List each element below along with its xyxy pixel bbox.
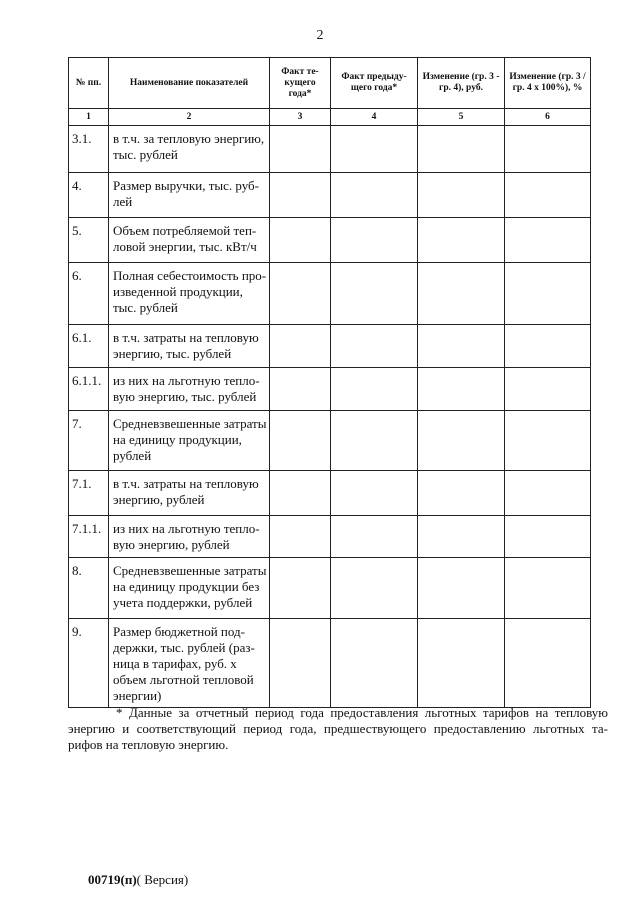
cell-change-pct bbox=[505, 619, 591, 708]
table-row bbox=[69, 471, 591, 516]
column-number: 6 bbox=[505, 109, 591, 126]
footnote: * Данные за отчетный период года предоставления льготных тарифов на тепловую энергию и соответствующий период года, предшествующего предоставлению льготных та-рифов на тепловую энергию. bbox=[68, 705, 608, 752]
cell-current-year bbox=[270, 263, 331, 325]
header-row bbox=[69, 58, 591, 109]
row-indicator-name: в т.ч. за тепловую энергию, тыс. рублей bbox=[109, 126, 270, 173]
row-number: 3.1. bbox=[69, 126, 109, 173]
header-change-pct: Изменение (гр. 3 / гр. 4 х 100%), % bbox=[505, 58, 591, 109]
cell-previous-year bbox=[331, 325, 418, 368]
row-number: 6. bbox=[69, 263, 109, 325]
row-indicator-name: Средневзвешенные затраты на единицу продукции без учета поддержки, рублей bbox=[109, 558, 270, 619]
cell-current-year bbox=[270, 126, 331, 173]
cell-change-pct bbox=[505, 218, 591, 263]
cell-current-year bbox=[270, 173, 331, 218]
cell-change-abs bbox=[418, 471, 505, 516]
header-current-year: Факт те-кущего года* bbox=[270, 58, 331, 109]
column-number-row bbox=[69, 109, 591, 126]
cell-change-abs bbox=[418, 218, 505, 263]
cell-change-pct bbox=[505, 471, 591, 516]
cell-change-pct bbox=[505, 325, 591, 368]
row-indicator-name: из них на льготную тепло-вую энергию, рублей bbox=[109, 516, 270, 558]
cell-current-year bbox=[270, 411, 331, 471]
row-indicator-name: Полная себестоимость про-изведенной продукции, тыс. рублей bbox=[109, 263, 270, 325]
header-indicator-name: Наименование показателей bbox=[109, 58, 270, 109]
row-number: 6.1.1. bbox=[69, 368, 109, 411]
cell-current-year bbox=[270, 619, 331, 708]
row-indicator-name: Размер выручки, тыс. руб-лей bbox=[109, 173, 270, 218]
row-number: 7.1.1. bbox=[69, 516, 109, 558]
table-row bbox=[69, 558, 591, 619]
cell-previous-year bbox=[331, 263, 418, 325]
row-number: 8. bbox=[69, 558, 109, 619]
row-indicator-name: Объем потребляемой теп-ловой энергии, тыс. кВт/ч bbox=[109, 218, 270, 263]
column-number: 4 bbox=[331, 109, 418, 126]
cell-previous-year bbox=[331, 558, 418, 619]
cell-change-abs bbox=[418, 516, 505, 558]
column-number: 1 bbox=[69, 109, 109, 126]
header-previous-year: Факт предыду-щего года* bbox=[331, 58, 418, 109]
cell-change-abs bbox=[418, 263, 505, 325]
table-row bbox=[69, 516, 591, 558]
row-indicator-name: в т.ч. затраты на тепловую энергию, рублей bbox=[109, 471, 270, 516]
table-row bbox=[69, 368, 591, 411]
cell-change-pct bbox=[505, 558, 591, 619]
row-number: 9. bbox=[69, 619, 109, 708]
cell-change-pct bbox=[505, 516, 591, 558]
cell-change-pct bbox=[505, 126, 591, 173]
cell-previous-year bbox=[331, 173, 418, 218]
row-number: 6.1. bbox=[69, 325, 109, 368]
table-row bbox=[69, 263, 591, 325]
page-number: 2 bbox=[316, 28, 324, 43]
row-number: 7. bbox=[69, 411, 109, 471]
report-table bbox=[68, 57, 591, 708]
cell-change-abs bbox=[418, 558, 505, 619]
cell-change-pct bbox=[505, 173, 591, 218]
cell-current-year bbox=[270, 368, 331, 411]
cell-change-pct bbox=[505, 263, 591, 325]
row-indicator-name: из них на льготную тепло-вую энергию, тыс. рублей bbox=[109, 368, 270, 411]
cell-previous-year bbox=[331, 126, 418, 173]
document-version: ( Версия) bbox=[136, 872, 189, 887]
header-change-abs: Изменение (гр. 3 - гр. 4), руб. bbox=[418, 58, 505, 109]
cell-current-year bbox=[270, 558, 331, 619]
cell-current-year bbox=[270, 218, 331, 263]
document-code bbox=[88, 872, 188, 888]
cell-previous-year bbox=[331, 411, 418, 471]
row-number: 7.1. bbox=[69, 471, 109, 516]
column-number: 5 bbox=[418, 109, 505, 126]
row-number: 5. bbox=[69, 218, 109, 263]
table-row bbox=[69, 325, 591, 368]
cell-previous-year bbox=[331, 368, 418, 411]
cell-current-year bbox=[270, 516, 331, 558]
cell-change-abs bbox=[418, 173, 505, 218]
header-number: № пп. bbox=[69, 58, 109, 109]
table-row bbox=[69, 411, 591, 471]
row-indicator-name: в т.ч. затраты на тепловую энергию, тыс. рублей bbox=[109, 325, 270, 368]
document-code-number: 00719(п) bbox=[88, 872, 137, 887]
cell-change-abs bbox=[418, 126, 505, 173]
table-row bbox=[69, 173, 591, 218]
column-number: 2 bbox=[109, 109, 270, 126]
cell-change-pct bbox=[505, 411, 591, 471]
cell-previous-year bbox=[331, 619, 418, 708]
cell-change-abs bbox=[418, 368, 505, 411]
table-row bbox=[69, 619, 591, 708]
table-row bbox=[69, 126, 591, 173]
cell-change-pct bbox=[505, 368, 591, 411]
row-indicator-name: Размер бюджетной под-держки, тыс. рублей (раз-ница в тарифах, руб. х объем льготной тепловой энергии) bbox=[109, 619, 270, 708]
row-indicator-name: Средневзвешенные затраты на единицу продукции, рублей bbox=[109, 411, 270, 471]
cell-current-year bbox=[270, 325, 331, 368]
cell-current-year bbox=[270, 471, 331, 516]
table-row bbox=[69, 218, 591, 263]
cell-previous-year bbox=[331, 471, 418, 516]
cell-change-abs bbox=[418, 325, 505, 368]
cell-previous-year bbox=[331, 516, 418, 558]
row-number: 4. bbox=[69, 173, 109, 218]
cell-change-abs bbox=[418, 411, 505, 471]
column-number: 3 bbox=[270, 109, 331, 126]
cell-change-abs bbox=[418, 619, 505, 708]
cell-previous-year bbox=[331, 218, 418, 263]
